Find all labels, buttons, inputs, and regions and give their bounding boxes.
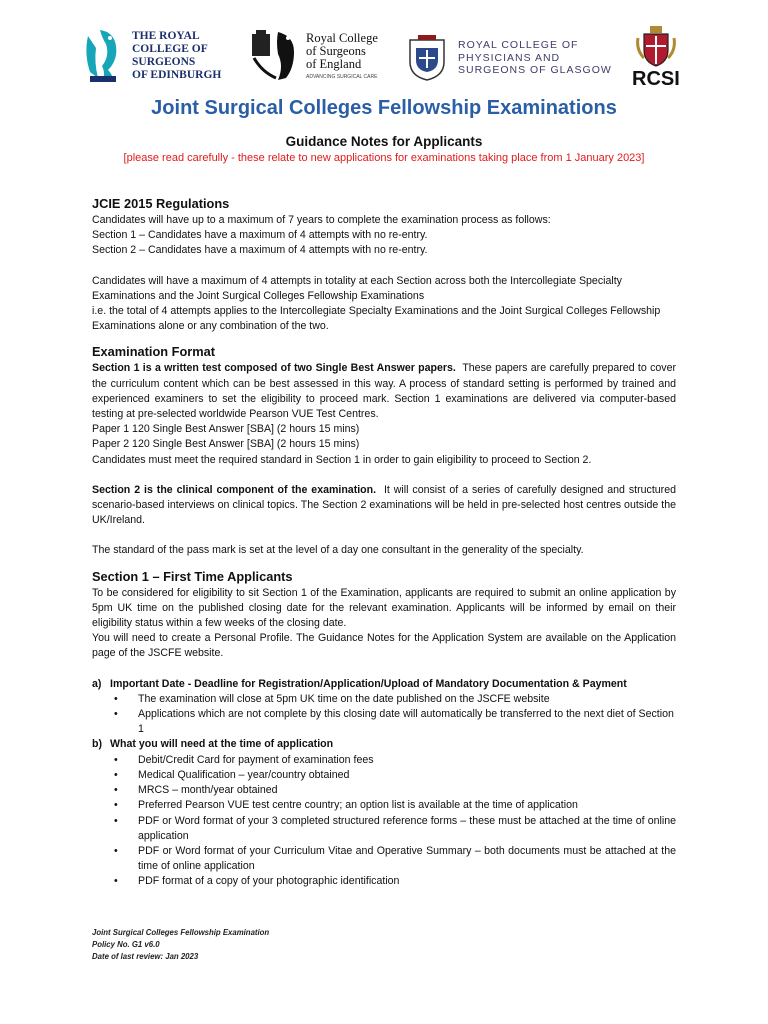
page-title: Joint Surgical Colleges Fellowship Examinations xyxy=(151,97,617,119)
list-item: • MRCS – month/year obtained xyxy=(92,783,676,798)
edinburgh-crest-icon xyxy=(80,26,126,86)
paragraph-text: It will consist of a series of carefully designed and structured scenario-based interviews on clinical topics. The Section 2 examinations will be held in pre-selected host centres outside the UK/Ireland. xyxy=(92,483,676,527)
bold-lead: Section 2 is the clinical component of the examination. xyxy=(92,483,377,496)
rcsi-logo xyxy=(632,24,680,90)
rcsi-wordmark: RCSI xyxy=(632,68,680,90)
logo-line: of Surgeons xyxy=(306,44,366,58)
logo-line: OF EDINBURGH xyxy=(132,69,222,81)
paragraph: Candidates will have up to a maximum of 7 years to complete the examination process as follows: xyxy=(92,214,551,226)
logo-line: SURGEONS OF GLASGOW xyxy=(458,64,612,77)
england-crest-icon xyxy=(248,28,302,84)
section-heading: Examination Format xyxy=(92,344,216,360)
bold-lead: Section 1 is a written test composed of two Single Best Answer papers. xyxy=(92,362,456,375)
document-body xyxy=(92,196,676,890)
logo-line: SURGEONS xyxy=(132,56,196,68)
list-item: • Applications which are not complete by this closing date will automatically be transferred to the next diet of Section 1 xyxy=(92,707,676,737)
section-heading: JCIE 2015 Regulations xyxy=(92,196,230,211)
list-item: • Debit/Credit Card for payment of examination fees xyxy=(92,753,676,768)
paragraph: Candidates will have a maximum of 4 attempts in totality at each Section across both the Intercollegiate Specialty Examinations and the Joint Surgical Colleges Fellowship Examinations xyxy=(92,274,622,302)
footer-line: Joint Surgical Colleges Fellowship Examination xyxy=(92,928,270,937)
logo-line: PHYSICIANS AND xyxy=(458,51,561,64)
glasgow-crest-icon xyxy=(406,34,448,82)
paragraph: i.e. the total of 4 attempts applies to the Intercollegiate Specialty Examinations and the Joint Surgical Colleges Fellowship Examinations alone or any combination of the two. xyxy=(92,305,661,333)
logo-line: Royal College xyxy=(306,31,378,45)
logo-line: THE ROYAL xyxy=(132,30,200,42)
rcs-edinburgh-logo xyxy=(80,26,221,86)
bullet-list-a xyxy=(92,692,676,738)
paragraph xyxy=(92,361,676,422)
paragraph: You will need to create a Personal Profile. The Guidance Notes for the Application System are available on the Application page of the JSCFE website. xyxy=(92,632,676,660)
paragraph: Section 1 – Candidates have a maximum of 4 attempts with no re-entry. xyxy=(92,229,428,242)
subsection-label: a) xyxy=(92,677,102,690)
paragraph xyxy=(92,483,676,529)
paragraph: Candidates must meet the required standard in Section 1 in order to gain eligibility to proceed to Section 2. xyxy=(92,453,592,466)
rcs-england-logo xyxy=(248,28,378,84)
logo-line: COLLEGE OF xyxy=(132,43,208,55)
page-subtitle: Guidance Notes for Applicants xyxy=(285,134,483,149)
logo-bar xyxy=(0,24,768,94)
logo-tagline: ADVANCING SURGICAL CARE xyxy=(306,74,378,80)
paragraph: The standard of the pass mark is set at the level of a day one consultant in the generality of the specialty. xyxy=(92,544,584,557)
footer-line: Policy No. G1 v6.0 xyxy=(92,940,160,949)
subsection-b-heading xyxy=(92,737,676,752)
subsection-label: b) xyxy=(92,738,102,751)
rcsi-crest-icon xyxy=(634,24,678,68)
paragraph: Paper 1 120 Single Best Answer [SBA] (2 hours 15 mins) xyxy=(92,423,360,436)
subsection-a-heading xyxy=(92,677,676,692)
list-item: • Medical Qualification – year/country obtained xyxy=(92,768,676,783)
paragraph: To be considered for eligibility to sit Section 1 of the Examination, applicants are required to submit an online application by 5pm UK time on the published closing date for the relevant examination. Applicants will be informed by email on their eligibility status within a few weeks of the closing date. xyxy=(92,586,676,630)
bullet-list-b xyxy=(92,753,676,890)
list-item: • The examination will close at 5pm UK time on the date published on the JSCFE website xyxy=(92,692,676,707)
notice: [please read carefully - these relate to new applications for examinations taking place from 1 January 2023] xyxy=(123,152,645,164)
paragraph: Section 2 – Candidates have a maximum of 4 attempts with no re-entry. xyxy=(92,244,428,257)
page-footer xyxy=(92,927,269,963)
logo-line: of England xyxy=(306,57,362,71)
section-heading: Section 1 – First Time Applicants xyxy=(92,568,293,584)
paragraph-text: These papers are carefully prepared to cover the curriculum content which can be best assessed in this way. A process of standard setting is performed by trained and experienced examiners to set the eligibility to proceed mark. Section 1 examinations are delivered via computer-based testing at pre-selected worldwide Pearson VUE Test Centres. xyxy=(92,362,676,421)
list-item: • PDF or Word format of your 3 completed structured reference forms – these must be attached at the time of online application xyxy=(92,814,676,844)
list-item: • PDF format of a copy of your photographic identification xyxy=(92,874,676,889)
list-item: • Preferred Pearson VUE test centre country; an option list is available at the time of application xyxy=(92,798,676,813)
subsection-title: What you will need at the time of application xyxy=(110,738,334,751)
subsection-title: Important Date - Deadline for Registration/Application/Upload of Mandatory Documentation & Payment xyxy=(110,677,627,690)
logo-line: ROYAL COLLEGE OF xyxy=(458,39,579,52)
paragraph: Paper 2 120 Single Best Answer [SBA] (2 hours 15 mins) xyxy=(92,438,360,451)
rcps-glasgow-logo xyxy=(406,34,612,82)
footer-line: Date of last review: Jan 2023 xyxy=(92,952,199,961)
list-item: • PDF or Word format of your Curriculum Vitae and Operative Summary – both documents must be attached at the time of online application xyxy=(92,844,676,874)
